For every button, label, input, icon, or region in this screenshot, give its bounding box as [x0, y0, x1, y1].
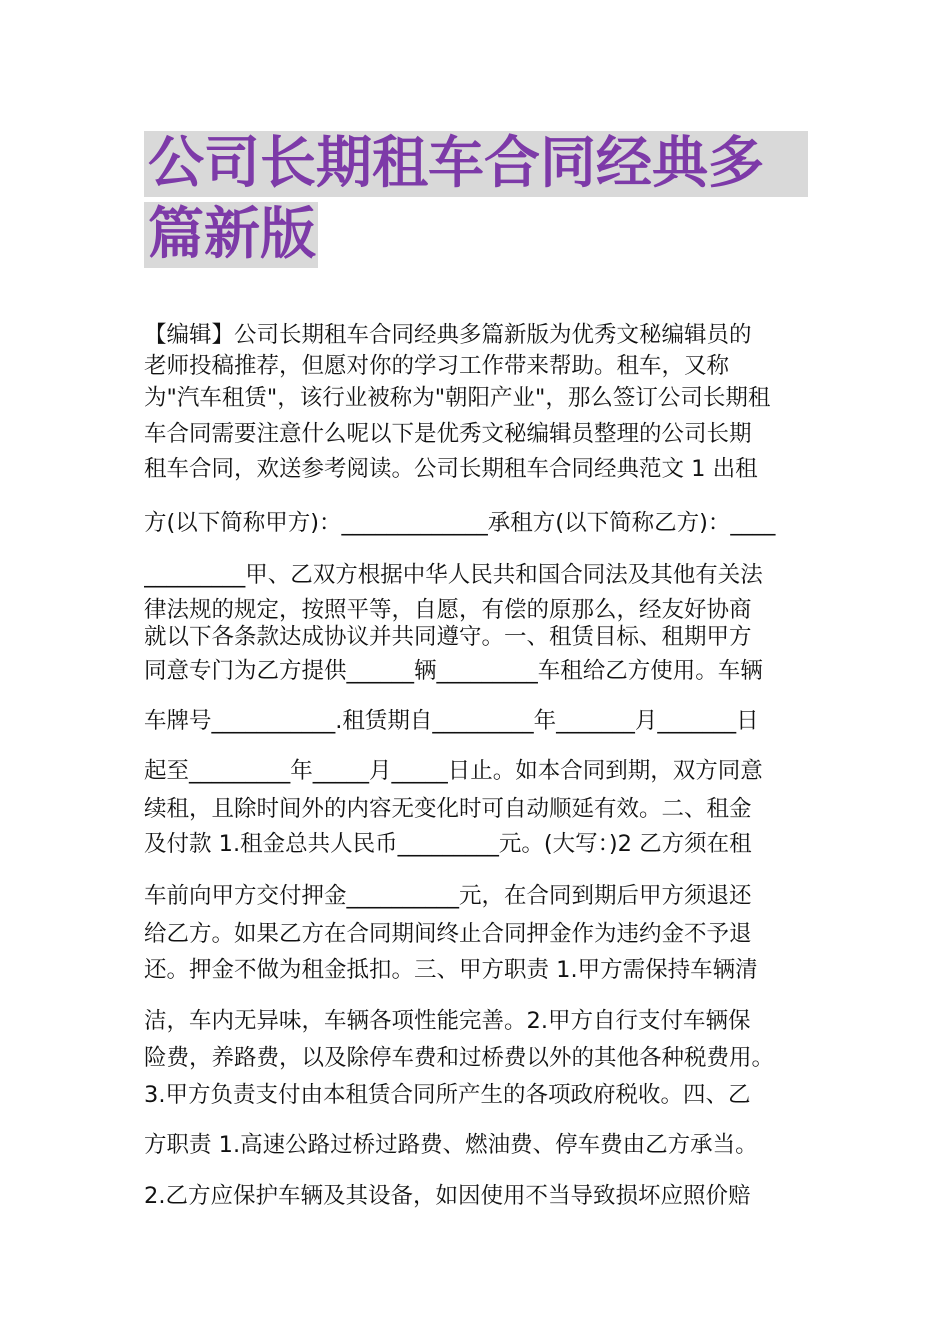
body-text-line: 老师投稿推荐，但愿对你的学习工作带来帮助。租车，又称 [144, 353, 730, 379]
body-text-line: 方(以下简称甲方)：_____________承租方(以下简称乙方)：____ [144, 510, 776, 536]
body-text-line: 同意专门为乙方提供______辆_________车租给乙方使用。车辆 [144, 658, 763, 684]
body-text-line: 险费，养路费，以及除停车费和过桥费以外的其他各种税费用。 [144, 1045, 775, 1071]
body-text-line: 律法规的规定，按照平等，自愿，有偿的原那么，经友好协商 [144, 597, 752, 623]
body-text-line: 起至_________年_____月_____日止。如本合同到期，双方同意 [144, 758, 763, 784]
body-text-line: 2.乙方应保护车辆及其设备，如因使用不当导致损坏应照价赔 [144, 1183, 751, 1209]
body-text-line: 车合同需要注意什么呢以下是优秀文秘编辑员整理的公司长期 [144, 421, 752, 447]
body-text-line: 方职责 1.高速公路过桥过路费、燃油费、停车费由乙方承当。 [144, 1132, 758, 1158]
body-text-line: 还。押金不做为租金抵扣。三、甲方职责 1.甲方需保持车辆清 [144, 957, 758, 983]
body-text-line: 洁，车内无异味，车辆各项性能完善。2.甲方自行支付车辆保 [144, 1008, 751, 1034]
body-text-line: 3.甲方负责支付由本租赁合同所产生的各项政府税收。四、乙 [144, 1082, 751, 1108]
body-text-line: 车前向甲方交付押金__________元，在合同到期后甲方须退还 [144, 883, 752, 909]
body-text-line: 车牌号___________.租赁期自_________年_______月_______日 [144, 708, 759, 734]
body-text-line: 为"汽车租赁"，该行业被称为"朝阳产业"，那么签订公司长期租 [144, 385, 771, 411]
body-text-line: 及付款 1.租金总共人民币_________元。(大写：)2 乙方须在租 [144, 831, 752, 857]
body-text-line: 【编辑】公司长期租车合同经典多篇新版为优秀文秘编辑员的 [144, 322, 752, 348]
document-title-line-1: 公司长期租车合同经典多 [144, 131, 808, 197]
body-text-line: _________甲、乙双方根据中华人民共和国合同法及其他有关法 [144, 562, 763, 588]
body-text-line: 租车合同，欢送参考阅读。公司长期租车合同经典范文 1 出租 [144, 456, 758, 482]
body-text-line: 续租，且除时间外的内容无变化时可自动顺延有效。二、租金 [144, 796, 752, 822]
body-text-line: 给乙方。如果乙方在合同期间终止合同押金作为违约金不予退 [144, 921, 752, 947]
body-text-line: 就以下各条款达成协议并共同遵守。一、租赁目标、租期甲方 [144, 624, 752, 650]
document-title-line-2: 篇新版 [144, 202, 318, 268]
